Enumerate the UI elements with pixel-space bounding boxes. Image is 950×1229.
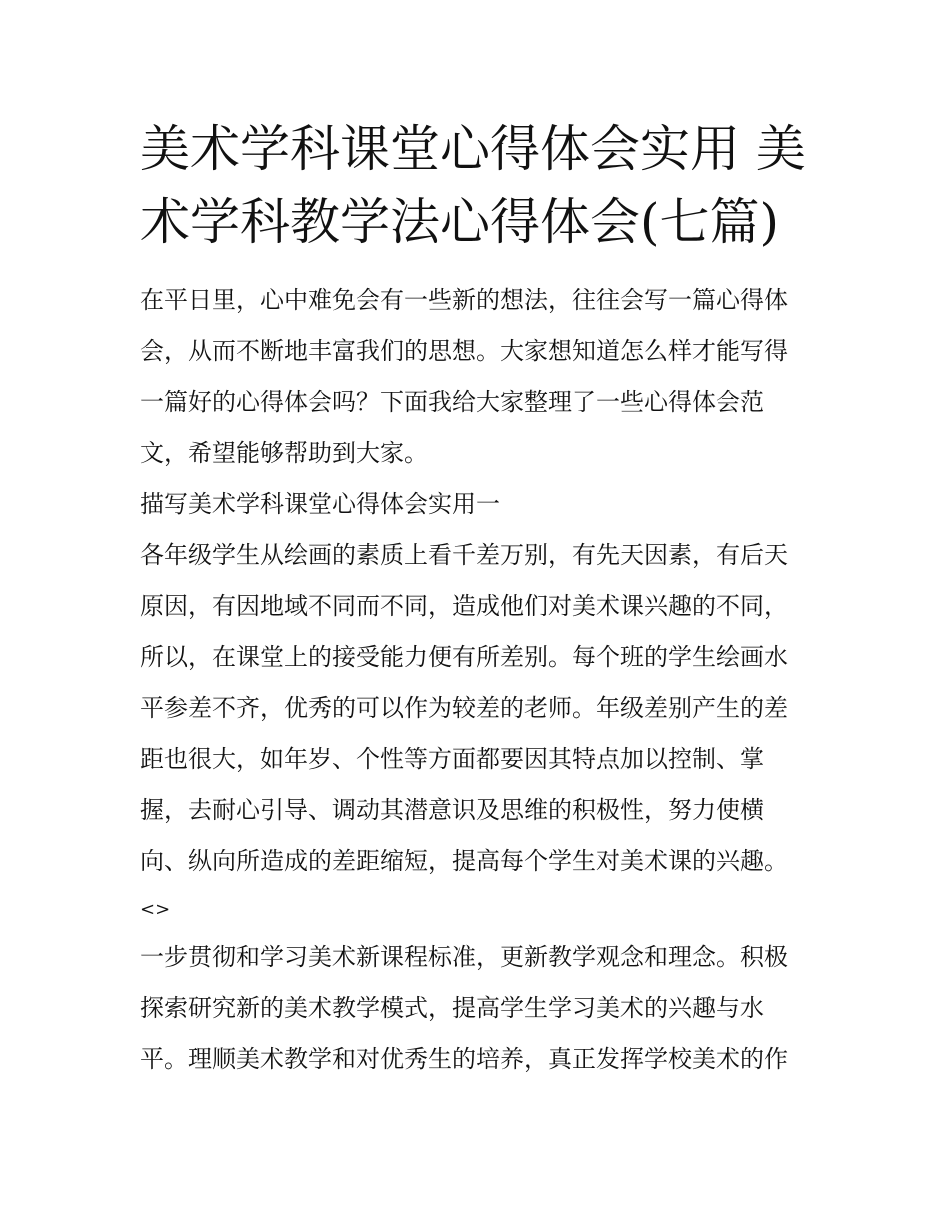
title-line: 美术学科课堂心得体会实用 美 <box>140 120 806 178</box>
text-line: 所以，在课堂上的接受能力便有所差别。每个班的学生绘画水 <box>140 643 788 671</box>
text-line: 向、纵向所造成的差距缩短，提高每个学生对美术课的兴趣。 <box>140 847 788 875</box>
document-page <box>140 113 815 1085</box>
text-line: 一篇好的心得体会吗？下面我给大家整理了一些心得体会范 <box>140 388 764 416</box>
page-title <box>140 113 815 259</box>
text-line: 文，希望能够帮助到大家。 <box>140 439 428 467</box>
document-body <box>140 275 815 1085</box>
text-line: 平参差不齐，优秀的可以作为较差的老师。年级差别产生的差 <box>140 694 788 722</box>
text-line: 握，去耐心引导、调动其潜意识及思维的积极性，努力使横 <box>140 796 764 824</box>
text-line: 各年级学生从绘画的素质上看千差万别，有先天因素，有后天 <box>140 541 788 569</box>
text-line: 在平日里，心中难免会有一些新的想法，往往会写一篇心得体 <box>140 286 788 314</box>
text-line: 平。理顺美术教学和对优秀生的培养，真正发挥学校美术的作 <box>140 1045 788 1073</box>
title-line: 术学科教学法心得体会(七篇) <box>140 193 780 251</box>
text-line: 会，从而不断地丰富我们的思想。大家想知道怎么样才能写得 <box>140 337 788 365</box>
placeholder-marker: <> <box>140 899 171 920</box>
text-line: 一步贯彻和学习美术新课程标准，更新教学观念和理念。积极 <box>140 943 788 971</box>
section-heading: 描写美术学科课堂心得体会实用一 <box>140 490 500 518</box>
text-line: 原因，有因地域不同而不同，造成他们对美术课兴趣的不同， <box>140 592 788 620</box>
text-line: 探索研究新的美术教学模式，提高学生学习美术的兴趣与水 <box>140 994 764 1022</box>
text-line: 距也很大，如年岁、个性等方面都要因其特点加以控制、掌 <box>140 745 764 773</box>
